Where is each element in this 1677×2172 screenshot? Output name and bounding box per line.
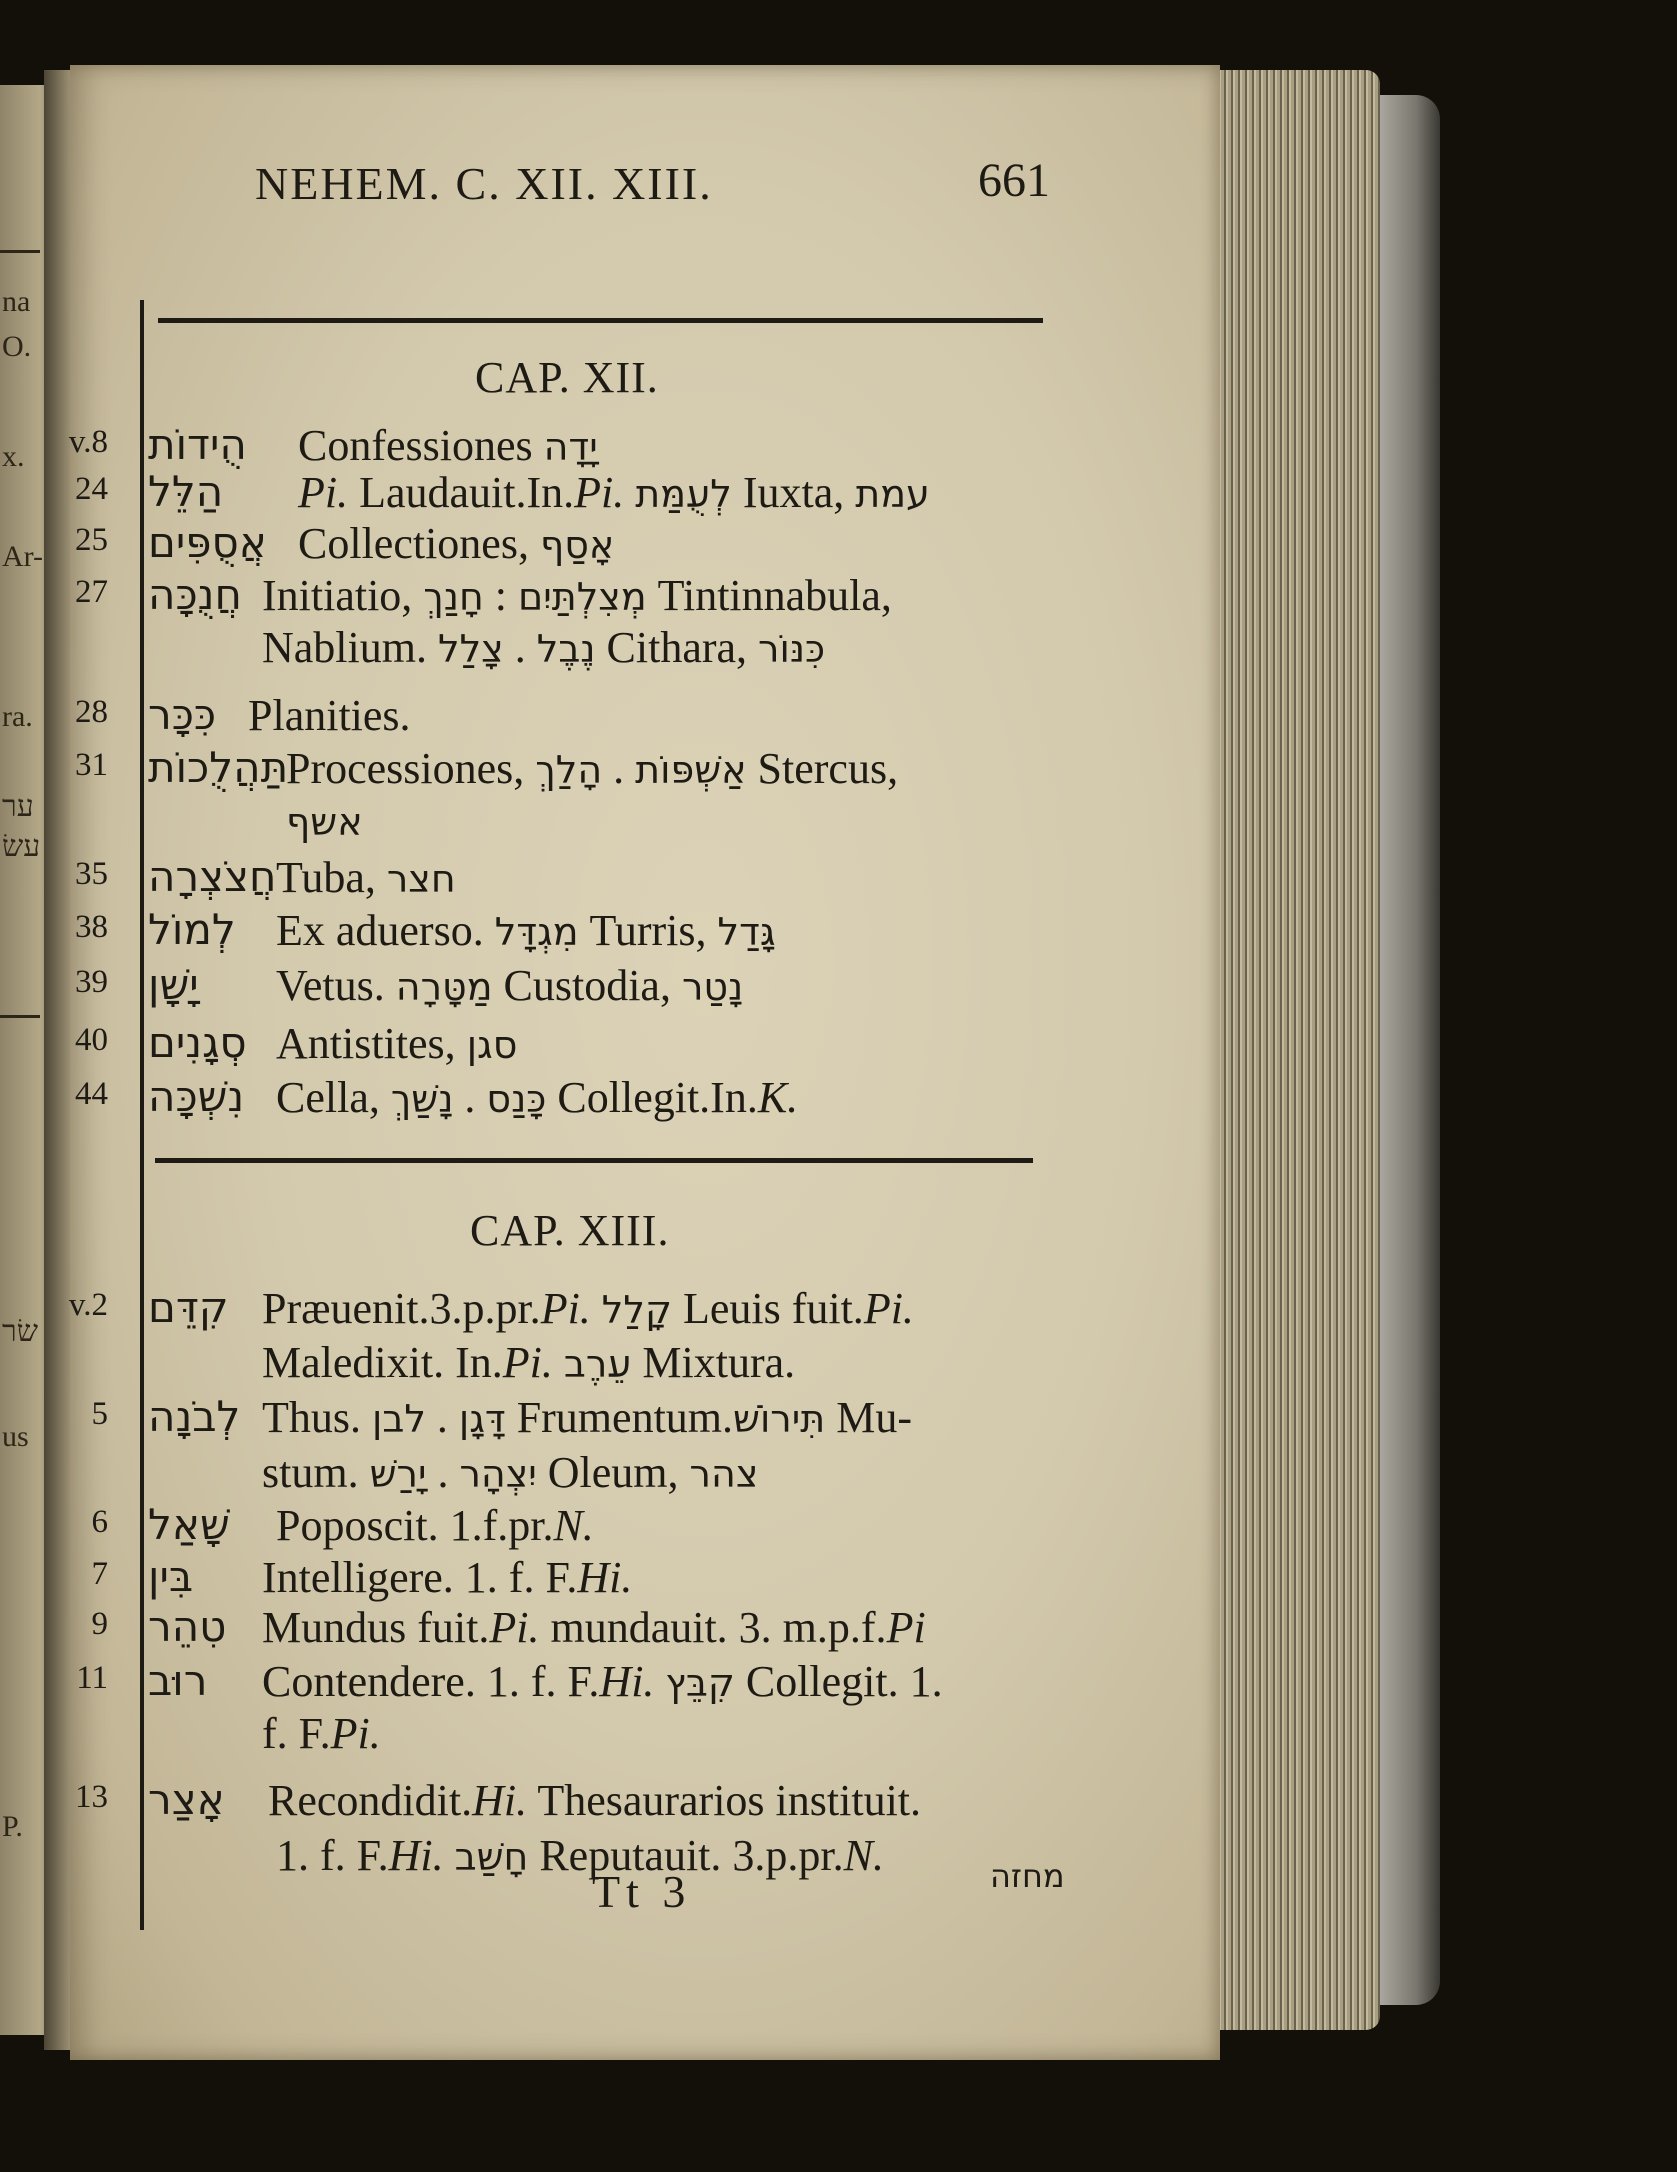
hebrew-word: יָדָה: [543, 425, 598, 469]
hebrew-word: גָּדַל: [717, 910, 776, 954]
hebrew-headword: טִהֵר: [148, 1602, 227, 1651]
left-page-fragment: ra.: [2, 700, 33, 733]
gloss-line: [276, 1072, 798, 1123]
latin-text: Iuxta,: [742, 468, 856, 517]
latin-text: Mu-: [836, 1393, 912, 1442]
gloss-line: [286, 795, 363, 846]
header-rule: [158, 318, 1043, 323]
hebrew-word: מְצִלְתַּיִם: [518, 575, 647, 619]
verse-number: 31: [75, 747, 108, 783]
italic-abbrev: N.: [553, 1501, 594, 1550]
left-page-fragment: x.: [2, 440, 25, 473]
hebrew-word: נָטַר: [681, 965, 744, 1009]
latin-text: Mixtura.: [642, 1338, 796, 1387]
verse-number: v.2: [68, 1287, 108, 1323]
gloss-line: [262, 1447, 758, 1498]
latin-text: Thus.: [262, 1393, 372, 1442]
gloss-line: [248, 690, 411, 741]
latin-text: Processiones,: [286, 744, 536, 793]
gloss-line: [262, 1337, 795, 1388]
left-page-fragment: na: [2, 285, 31, 318]
verse-number: 7: [91, 1556, 108, 1592]
gloss-line: [276, 852, 456, 903]
hebrew-headword: לְמוֹל: [148, 905, 236, 954]
verse-number: 44: [75, 1076, 108, 1112]
verse-number: 11: [76, 1660, 108, 1696]
latin-text: Reputauit. 3.p.pr.: [539, 1831, 844, 1880]
italic-abbrev: Pi.: [489, 1603, 540, 1652]
hebrew-headword: תַּהֲלֻכוֹת: [148, 743, 289, 792]
italic-abbrev: Pi.: [863, 1284, 914, 1333]
latin-text: Confessiones: [298, 421, 544, 470]
verse-number: 25: [75, 522, 108, 558]
verse-number: 5: [91, 1396, 108, 1432]
left-page-rule: [0, 1015, 40, 1018]
left-page-fragment: O.: [2, 330, 32, 363]
verse-number: v.8: [68, 424, 108, 460]
gloss-line: [262, 1656, 943, 1707]
chapter-title: CAP. XII.: [475, 353, 659, 402]
left-page-fragment: עשׂ: [2, 830, 41, 863]
hebrew-headword: לְבֹנָה: [148, 1392, 241, 1441]
left-page-fragment: ער: [2, 790, 34, 823]
gloss-line: [276, 1018, 517, 1069]
running-title: NEHEM. C. XII. XIII.: [255, 158, 713, 209]
hebrew-word: לבן: [372, 1397, 426, 1441]
latin-text: Vetus.: [276, 961, 396, 1010]
gloss-line: [286, 743, 898, 794]
hebrew-headword: נִשְׁכָּה: [148, 1072, 245, 1121]
verse-number: 13: [75, 1779, 108, 1815]
signature-mark: Tt 3: [592, 1866, 692, 1917]
left-page-fragment: P.: [2, 1810, 23, 1843]
gloss-line: [276, 1500, 594, 1551]
hebrew-word: אשף: [286, 800, 363, 844]
latin-text: Frumentum.: [516, 1393, 734, 1442]
gloss-line: [262, 1602, 926, 1653]
verse-number: 39: [75, 964, 108, 1000]
gloss-line: [262, 622, 825, 673]
latin-text: Tuba,: [276, 853, 387, 902]
latin-text: Cithara,: [606, 623, 759, 672]
latin-text: Thesaurarios instituit.: [537, 1776, 922, 1825]
chapter-divider: [155, 1158, 1033, 1163]
italic-abbrev: Pi.: [330, 1709, 381, 1758]
latin-text: Collegit. 1.: [745, 1657, 943, 1706]
latin-text: .: [464, 1073, 487, 1122]
latin-text: mundauit. 3. m.p.f.: [550, 1603, 887, 1652]
latin-text: Oleum,: [547, 1448, 690, 1497]
hebrew-headword: יָשָׁן: [148, 960, 199, 1009]
hebrew-headword: הַלֵּל: [148, 467, 224, 516]
hebrew-headword: סְגָנִים: [148, 1018, 247, 1067]
gloss-line: [298, 420, 598, 471]
latin-text: Initiatio,: [262, 571, 424, 620]
latin-text: Tintinnabula,: [657, 571, 892, 620]
hebrew-word: קִבֵּץ: [665, 1661, 735, 1705]
italic-abbrev: Pi.: [298, 468, 349, 517]
verse-number: 28: [75, 694, 108, 730]
gloss-line: [262, 1552, 632, 1603]
hebrew-headword: חֲנֻכָּה: [148, 570, 242, 619]
left-page-fragment: us: [2, 1420, 29, 1453]
left-page-fragment: שׂר: [2, 1315, 38, 1348]
italic-abbrev: N.: [843, 1831, 884, 1880]
latin-text: stum.: [262, 1448, 370, 1497]
latin-text: .: [436, 1393, 459, 1442]
hebrew-headword: אָצַר: [148, 1775, 225, 1824]
verse-number: 27: [75, 574, 108, 610]
latin-text: .: [613, 744, 636, 793]
latin-text: .: [437, 1448, 460, 1497]
verse-number: 9: [91, 1606, 108, 1642]
latin-text: Præuenit.3.p.pr.: [262, 1284, 541, 1333]
hebrew-headword: חֲצֹצְרָה: [148, 852, 277, 901]
latin-text: Ex aduerso.: [276, 906, 495, 955]
hebrew-word: חָנַךְ: [423, 575, 484, 619]
verse-number: 38: [75, 909, 108, 945]
hebrew-word: תִּירוֹשׁ: [733, 1397, 826, 1441]
gloss-line: [262, 1392, 912, 1443]
hebrew-word: כִּנּוֹר: [758, 627, 826, 671]
hebrew-headword: בִּין: [148, 1552, 194, 1601]
verse-number: 35: [75, 856, 108, 892]
hebrew-word: מִגְדָּל: [494, 910, 579, 954]
hebrew-headword: אֲסֻפִּים: [148, 518, 267, 567]
latin-text: Custodia,: [503, 961, 682, 1010]
latin-text: Leuis fuit.: [682, 1284, 864, 1333]
latin-text: Collegit.In.: [557, 1073, 758, 1122]
latin-text: Intelligere. 1. f. F.: [262, 1553, 578, 1602]
latin-text: Stercus,: [757, 744, 899, 793]
latin-text: Turris,: [589, 906, 718, 955]
hebrew-word: קָלַל: [601, 1288, 672, 1332]
gloss-line: [276, 960, 743, 1011]
hebrew-word: חָשַׁב: [454, 1835, 529, 1879]
italic-abbrev: Hi.: [388, 1831, 444, 1880]
hebrew-word: מַטָּרָה: [395, 965, 493, 1009]
latin-text: :: [494, 571, 518, 620]
hebrew-headword: כִּכָּר: [148, 690, 217, 739]
italic-abbrev: Pi: [886, 1603, 926, 1652]
hebrew-word: צָלַל: [437, 627, 504, 671]
page-number: 661: [978, 154, 1050, 207]
hebrew-word: סגן: [466, 1023, 518, 1067]
italic-abbrev: Hi.: [472, 1776, 528, 1825]
verse-number: 24: [75, 471, 108, 507]
gloss-line: [268, 1775, 921, 1826]
hebrew-word: חצר: [386, 857, 456, 901]
chapter-title: CAP. XIII.: [470, 1206, 670, 1255]
hebrew-word: יָרַשׁ: [369, 1452, 427, 1496]
catchword: מחזה: [990, 1857, 1065, 1895]
hebrew-word: הָלַךְ: [535, 748, 603, 792]
gloss-line: [298, 467, 930, 518]
gloss-line: [262, 1708, 381, 1759]
gloss-line: [298, 518, 614, 569]
italic-abbrev: Pi.: [540, 1284, 591, 1333]
page-stack-edge: [1200, 70, 1380, 2030]
latin-text: f. F.: [262, 1709, 331, 1758]
margin-rule: [140, 300, 144, 1930]
gloss-line: [262, 570, 892, 621]
hebrew-word: דָּגָן: [458, 1397, 506, 1441]
latin-text: Mundus fuit.: [262, 1603, 490, 1652]
italic-abbrev: Hi.: [577, 1553, 633, 1602]
italic-abbrev: Pi.: [502, 1338, 553, 1387]
latin-text: Antistites,: [276, 1019, 467, 1068]
gloss-line: [276, 905, 776, 956]
hebrew-headword: קִדֵּם: [148, 1283, 229, 1332]
hebrew-word: יִצְהָר: [459, 1452, 537, 1496]
latin-text: Poposcit. 1.f.pr.: [276, 1501, 554, 1550]
left-page-rule: [0, 250, 40, 253]
gloss-line: [262, 1283, 914, 1334]
latin-text: Cella,: [276, 1073, 391, 1122]
hebrew-word: לְעֻמַּת: [635, 472, 732, 516]
hebrew-headword: שָׁאַל: [148, 1500, 230, 1549]
hebrew-word: עֵרֶב: [563, 1342, 632, 1386]
hebrew-headword: רוּב: [148, 1656, 208, 1705]
hebrew-word: נֶבֶל: [536, 627, 596, 671]
hebrew-headword: הֻידוֹת: [148, 420, 247, 469]
hebrew-word: כָּנַס: [486, 1077, 547, 1121]
hebrew-word: אַשְׁפּוֹת: [635, 748, 747, 792]
left-page-fragment: Ar-: [2, 540, 44, 573]
hebrew-word: צהר: [689, 1452, 759, 1496]
latin-text: .: [514, 623, 537, 672]
latin-text: Maledixit. In.: [262, 1338, 503, 1387]
hebrew-word: אָסַף: [539, 523, 615, 567]
verse-number: 40: [75, 1022, 108, 1058]
latin-text: 1. f. F.: [276, 1831, 389, 1880]
latin-text: Laudauit.In.: [359, 468, 575, 517]
latin-text: Recondidit.: [268, 1776, 473, 1825]
hebrew-word: נָשַׁךְ: [390, 1077, 454, 1121]
verse-number: 6: [91, 1504, 108, 1540]
latin-text: Contendere. 1. f. F.: [262, 1657, 600, 1706]
latin-text: Nablium.: [262, 623, 438, 672]
latin-text: Collectiones,: [298, 519, 540, 568]
italic-abbrev: Hi.: [599, 1657, 655, 1706]
italic-abbrev: Pi.: [574, 468, 625, 517]
italic-abbrev: K.: [757, 1073, 799, 1122]
gloss-line: [276, 1830, 884, 1881]
latin-text: Planities.: [248, 691, 411, 740]
hebrew-word: עמת: [855, 472, 930, 516]
